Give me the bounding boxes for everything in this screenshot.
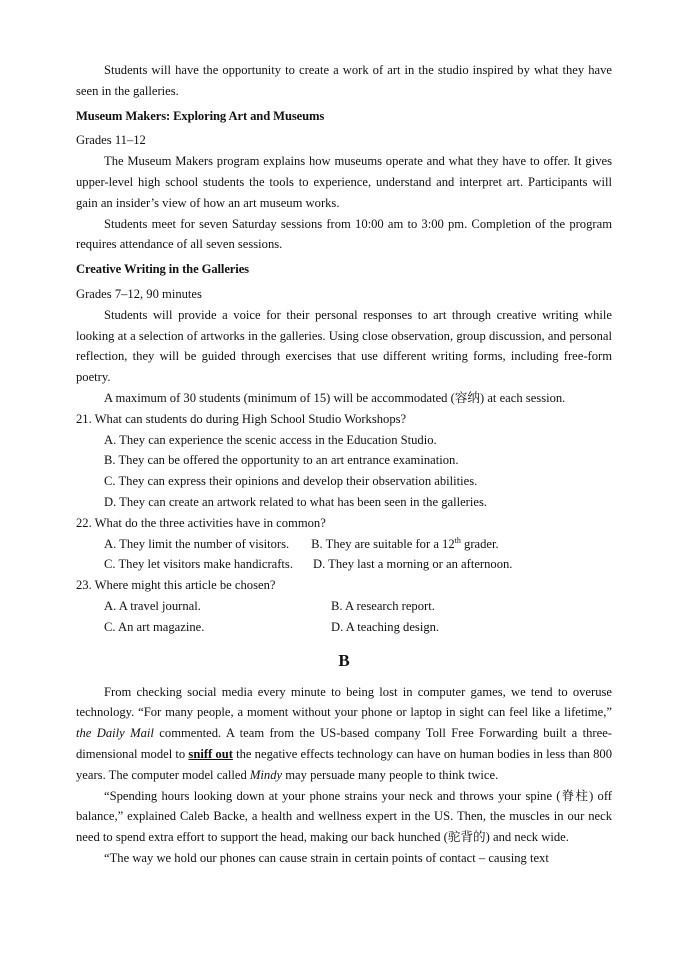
museum-makers-paragraph-2: Students meet for seven Saturday sessions from 10:00 am to 3:00 pm. Completion of the program requires attendance of all seven sessions. bbox=[76, 216, 612, 252]
question-22-option-b: B. They are suitable for a 12th grader. bbox=[311, 535, 499, 551]
creative-writing-paragraph-1: Students will provide a voice for their personal responses to art through creative writing while looking at a selection of artworks in the galleries. Using close observation, group discussion, and personal reflection, they will be guided through exercises that use different writing forms, including free-form poetry. bbox=[76, 307, 612, 385]
section-b-heading: B bbox=[338, 650, 350, 670]
intro-paragraph: Students will have the opportunity to create a work of art in the studio inspired by what they have seen in the galleries. bbox=[76, 63, 612, 98]
question-21-stem: 21. What can students do during High School Studio Workshops? bbox=[76, 411, 407, 426]
question-22-row-ab bbox=[104, 534, 612, 555]
question-23-option-c: C. An art magazine. bbox=[104, 619, 205, 634]
museum-makers-heading: Museum Makers: Exploring Art and Museums bbox=[76, 108, 325, 123]
section-b-paragraph-1: From checking social media every minute to being lost in computer games, we tend to overuse technology. “For many people, a moment without your phone or laptop in sight can feel like a lifetime,” the Daily Mail commented. A team from the US-based company Toll Free Forwarding built a three-dimensional model to sniff out the negative effects technology can have on human bodies in less than 800 years. The computer model called Mindy may persuade many people to think twice. bbox=[76, 684, 612, 782]
question-23-option-a: A. A travel journal. bbox=[104, 598, 201, 613]
creative-writing-paragraph-2: A maximum of 30 students (minimum of 15) will be accommodated (容纳) at each session. bbox=[104, 390, 566, 405]
sniff-out-keyword: sniff out bbox=[188, 746, 233, 761]
creative-writing-heading: Creative Writing in the Galleries bbox=[76, 262, 249, 277]
question-23-row-ab bbox=[104, 596, 612, 617]
question-21-option-d: D. They can create an artwork related to what has been seen in the galleries. bbox=[104, 494, 488, 509]
section-b-paragraph-2: “Spending hours looking down at your phone strains your neck and throws your spine (脊柱) off balance,” explained Caleb Backe, a health and wellness expert in the US. Then, the muscles in our neck need to spend extra effort to support the head, making our back hunched (驼背的) and neck wide. bbox=[76, 788, 612, 845]
question-21-option-c: C. They can express their opinions and develop their observation abilities. bbox=[104, 474, 478, 489]
museum-makers-paragraph-1: The Museum Makers program explains how museums operate and what they have to offer. It gives upper-level high school students the tools to experience, understand and interpret art. Participants will gain an insider’s view of how an art museum works. bbox=[76, 154, 612, 210]
question-23-option-d: D. A teaching design. bbox=[331, 619, 440, 634]
question-22-row-cd bbox=[104, 554, 612, 575]
question-23-option-b: B. A research report. bbox=[331, 598, 435, 613]
question-23-row-cd bbox=[104, 617, 612, 638]
question-23-stem: 23. Where might this article be chosen? bbox=[76, 578, 276, 593]
question-22-option-c: C. They let visitors make handicrafts. bbox=[104, 557, 293, 572]
museum-makers-grades: Grades 11–12 bbox=[76, 133, 146, 148]
creative-writing-grades: Grades 7–12, 90 minutes bbox=[76, 286, 202, 301]
question-21-option-a: A. They can experience the scenic access in the Education Studio. bbox=[104, 432, 437, 447]
question-22-option-a: A. They limit the number of visitors. bbox=[104, 536, 290, 551]
section-b-paragraph-3: “The way we hold our phones can cause strain in certain points of contact – causing text bbox=[104, 850, 549, 865]
question-22-option-d: D. They last a morning or an afternoon. bbox=[312, 557, 513, 572]
document-page bbox=[76, 60, 612, 869]
question-21-option-b: B. They can be offered the opportunity to an art entrance examination. bbox=[104, 453, 459, 468]
question-22-stem: 22. What do the three activities have in common? bbox=[76, 515, 326, 530]
